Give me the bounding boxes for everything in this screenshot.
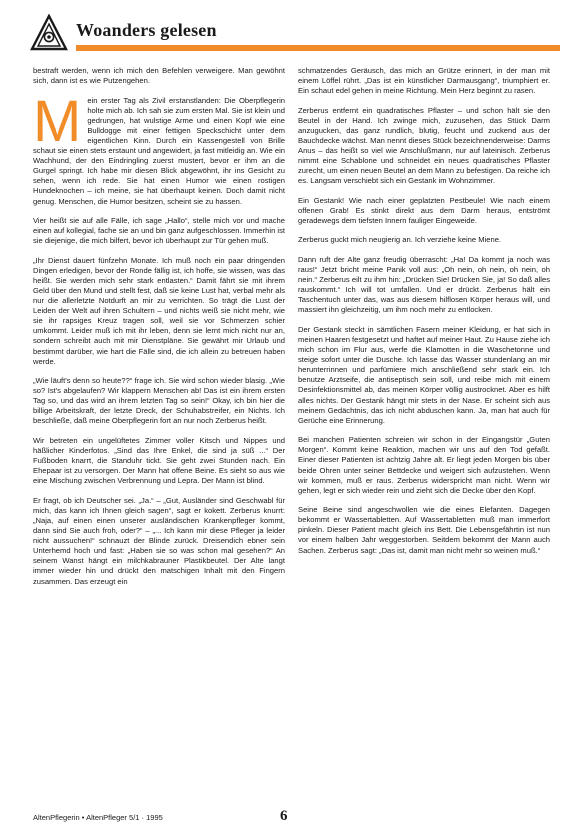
page-header bbox=[30, 14, 560, 56]
right-text-column bbox=[298, 66, 550, 565]
paragraph: „Ihr Dienst dauert fünfzehn Monate. Ich muß noch ein paar dringenden Dingen erledigen, bevor der Ronde fällig ist, ich hoffe, sie wissen, was das heißt. Sie werden mich sehr stark entlasten.“ Damit fährt sie mit ihrem Geld über den Mund und stellt fest, daß sie keine Lust hat, verbal mehr als nur die allerletzte Notdurft an mir zu verrichten. So trägt die Lust der Leiden der Welt auf ihren Schultern – und nichts weiß sie nicht mehr, wie sie ihr rapsiges Kreuz tragen soll, weil sie vor Schmerzen schier umkommt. Leider muß ich mit ihr leben, denn sie lernt mich nicht nur an, sondern schreibt auch mit mir Dienstpläne. Sie gewährt mir Urlaub und bestimmt darüber, wie hart die Fälle sind, die ich allein zu betreuen haben werde. bbox=[33, 255, 285, 366]
page-footer bbox=[33, 810, 553, 826]
section-title: Woanders gelesen bbox=[76, 20, 217, 40]
footer-source: AltenPflegerin • AltenPfleger 5/1 · 1995 bbox=[33, 813, 163, 822]
header-accent-rule bbox=[76, 45, 560, 51]
paragraph: „Wie läuft's denn so heute??“ frage ich. Sie wird schon wieder blasig. „Wie so? Ist's abgelaufen? Wir klappern Menschen ab! Das ist ein ihrem ersten Tag so, und das wird an ihrem letzten Tag so sein!“ Okay, ich bin hier die billige Arbeitskraft, der letzte Dreck, der Schuhabstreifer, ein Nichts. Ich beschließe, daß meine Oberpflegerin fort an nur noch Zerberus heißt. bbox=[33, 376, 285, 426]
paragraph: Wir betreten ein ungelüftetes Zimmer voller Kitsch und Nippes und häßlicher Kinderfotos. „Sind das Ihre Enkel, die sind ja süß ...“ Der Fußboden knarrt, die Standuhr tickt. Sie geht zwei Stunden nach. Ein Ehepaar ist zu versorgen. Der Mann hat offene Beine. Es sieht so aus wie eine Mischung zwischen Verbrennung und Lepra. Der Mann ist blind. bbox=[33, 435, 285, 486]
paragraph: bestraft werden, wenn ich mich den Befehlen verweigere. Man gewöhnt sich, dann ist es wie Putzengehen. bbox=[33, 66, 285, 86]
paragraph: Zerberus guckt mich neugierig an. Ich verziehe keine Miene. bbox=[298, 235, 502, 245]
left-text-column bbox=[33, 66, 285, 596]
paragraph: Vier heißt sie auf alle Fälle, ich sage „Hallo“, stelle mich vor und mache einen auf kollegial, fache sie an und bin ganz aufgeschlossen. Immerhin ist sie diejenige, die mich bilfert, bevor ich überhaupt zur Tür gehen muß. bbox=[33, 216, 286, 246]
paragraph: Zerberus entfernt ein quadratisches Pflaster – und schon hält sie den Beutel in der Hand. Ich zwinge mich, zuzusehen, das Stück Darm anzugucken, das ganz rundlich, blutig, feucht und zuckend aus der Bauchdecke wächst. Man nennt dieses Stück bezeichnenderweise: Darms Anus – das heißt so viel wie Anschlußmann, nur auf lateinisch. Zerberus nimmt eine Schablone und schneidet ein neues quadratisches Pflaster zurecht, um einen neuen Beutel an dem Mann zu befestigen. Da reiche ich es. Langsam verschiebt sich ein Gestank im Wohnzimmer. bbox=[298, 105, 550, 186]
paragraph: Der Gestank steckt in sämtlichen Fasern meiner Kleidung, er hat sich in meinen Haaren festgesetzt und haftet auf meiner Haut. Zu Hause ziehe ich mich schon im Flur aus, werfe die Klamotten in die Waschetonne und steige sofort unter die Dusche. Ich lasse das Wasser stundenlang an mir herunterrinnen und parfümiere mich anschließend sehr stark ein. Ich benutze Arztseife, die antiseptisch sein soll, und reibe mich mit einem Desinfektionsmittel ab, das meinen Körper völlig austrocknet. Aber es hilft alles nichts. Der Gestank hängt mir stets in der Nase. Er scheint sich aus meinem Gedächtnis, das ich nicht abduschen kann. Ja, man hat auch für Gerüche eine Erinnerung. bbox=[298, 324, 551, 425]
paragraph: Bei manchen Patienten schreien wir schon in der Eingangstür „Guten Morgen“. Kommt keine Reaktion, machen wir uns auf den Tod gefaßt. Einer dieser Patienten ist achtzig Jahre alt. Er liegt jeden Morgen bis über beide Ohren unter seiner Bettdecke und weigert sich aufzustehen. Wenn wir kommen, muß er raus. Zerberus widerspricht man nicht. Wenn wir gehen, legt er sich wieder rein und zieht sich die Decke über den Kopf. bbox=[298, 435, 550, 495]
page-number: 6 bbox=[280, 808, 288, 824]
dropcap-letter: M bbox=[33, 88, 82, 154]
paragraph: Seine Beine sind angeschwollen wie die eines Elefanten. Dagegen bekommt er Wassertabletten. Auf Wassertabletten muß man immerfort pinkeln. Dieser Patient macht gleich ins Bett. Die Lebensgefährtin ist nun vor einem halben Jahr weggestorben. Seitdem bekommt der Mann auch Sachen. Zerberus sagt: „Das ist, damit man nicht mehr so weinen muß.“ bbox=[298, 505, 550, 555]
triangle-eye-logo-icon bbox=[30, 14, 68, 52]
paragraph: Ein Gestank! Wie nach einer geplatzten Pestbeule! Wie nach einem offenen Grab! Es stinkt direkt aus dem Darm heraus, entströmt geradewegs dem tiefsten Innern fauliger Eingeweide. bbox=[298, 195, 550, 225]
paragraph: Er fragt, ob ich Deutscher sei. „Ja.“ – „Gut, Ausländer sind Geschwabl für mich, das kann ich Ihnen gleich sagen“, sagt er kokett. Zerberus knurrt: „Naja, auf einen einen unserer ausländischen Krankenpfleger kommt, dann sind Sie auch froh, oder?“ – „... Ich kann mir diese Pfleger ja leider nicht aussuchen!“ schnauzt der Blinde zurück. Dreisendich ebner sein Unterhemd hoch und fast: „Haben sie so was schon mal gesehen?“ An seinem Wanst hängt ein milchkabrauner Plastikbeutel. Der Alte langt immer wieder hin und drückt den matschigen Inhalt mit den Fingern zusammen. Das erzeugt ein bbox=[33, 495, 285, 586]
paragraph: schmatzendes Geräusch, das mich an Grütze erinnert, in der man mit einem Löffel rührt. „Das ist ein künstlicher Darmausgang“, triumphiert er. Ein schaut edel gehen in meine Richtung. Mein Herz beginnt zu rasen. bbox=[298, 66, 550, 96]
paragraph bbox=[33, 88, 285, 207]
paragraph-text: ein erster Tag als Zivil erstanstlanden: Die Oberpflegerin holte mich ab. Ich sah sie zum ersten Mal. Sie ist klein und gedrungen, hat wulstige Arme und einen Kopf wie eine Bulldogge mit einer fettigen Speckschicht unter dem eigentlichen Kinn. Durch ein Kassengestell von Brille schaut sie einen stets erstaunt und angewidert, ja fast mitleidig an. Wie ein Wachhund, der den Eindringling zuerst mustert, bevor er ihm an die Gurgel springt. Ich habe mir diesen Blick abgewöhnt, ihr ins Gesicht zu sehen, wenn ich rede. Sie hat einen Humor wie einen rostigen Hundeknochen – ich meine, sie hat überhaupt keinen. Doch damit nicht genug. Menschen, die Humor besitzen, scheint sie zu hassen. bbox=[33, 95, 285, 206]
paragraph: Dann ruft der Alte ganz freudig überrascht: „Ha! Da kommt ja noch was raus!“ Jetzt bricht meine Panik voll aus: „Oh nein, oh nein, oh nein, oh nein.“ Zerberus eilt zu ihm hin: „Drücken Sie! Drücken Sie, ja! So daß alles rauskommt.“ Ich will tot umfallen. Und er drückt. Zerberus hält ein Taschentuch unter das, was aus diesem hilflosen Körper heraus will, und massiert ihn gleichzeitig, um ihm noch mehr zu entlocken. bbox=[298, 254, 550, 315]
